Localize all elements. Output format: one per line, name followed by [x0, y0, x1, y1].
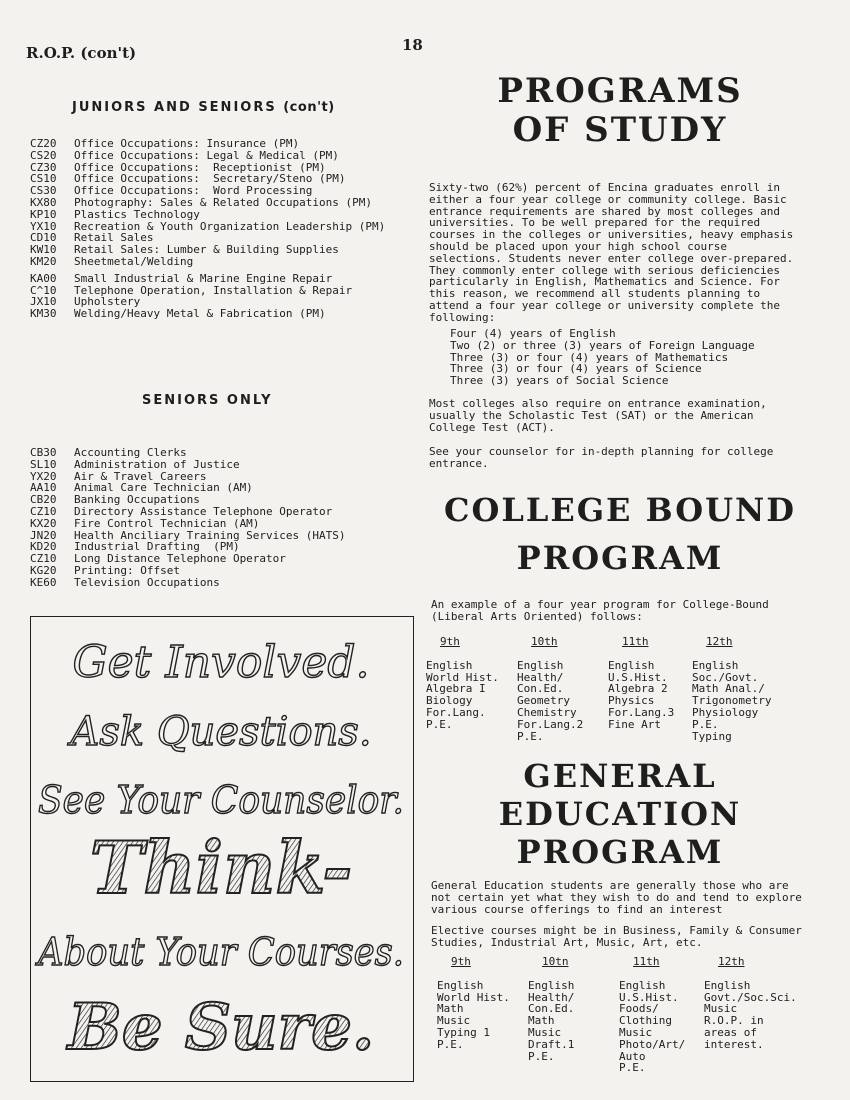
course-code: JN20	[30, 528, 57, 542]
course-code: KG20	[30, 563, 57, 577]
juniors-seniors-heading	[72, 100, 335, 115]
grade-course: R.O.P. in	[704, 1014, 764, 1028]
course-name: Sheetmetal/Welding	[74, 254, 194, 268]
requirements-list	[428, 328, 822, 387]
grade-course: Music	[528, 1025, 562, 1039]
course-code: KM20	[30, 254, 57, 268]
requirement-item: Three (3) or four (4) years of Science	[450, 362, 702, 376]
grade-course: Math Anal./	[692, 682, 765, 696]
course-name: Banking Occupations	[74, 493, 200, 507]
grade-course: Fine Art	[608, 717, 661, 731]
course-code: KP10	[30, 207, 57, 221]
grade-course: Auto	[619, 1049, 646, 1063]
course-row	[30, 197, 385, 209]
course-name: Photography: Sales & Related Occupations (PM)	[74, 195, 373, 209]
course-name: Printing: Offset	[74, 563, 180, 577]
course-code: CS30	[30, 184, 57, 198]
course-name: Fire Control Technician (AM)	[74, 516, 260, 530]
requirement-item: Two (2) or three (3) years of Foreign Language	[450, 338, 755, 352]
course-code: KX20	[30, 516, 57, 530]
course-name: Television Occupations	[74, 575, 220, 589]
grade-course: English	[517, 658, 564, 672]
grade-course: Foods/	[619, 1002, 659, 1016]
programs-heading	[440, 72, 800, 150]
general-ed-heading	[430, 757, 810, 871]
grade-heading: 12th	[718, 955, 745, 968]
counselor-poster	[30, 616, 414, 1082]
grade-course: English	[692, 658, 739, 672]
college-bound-intro: An example of a four year program for College-Bound (Liberal Arts Oriented) follows:	[431, 598, 769, 623]
course-code: C^10	[30, 283, 57, 297]
grade-column	[517, 636, 583, 742]
course-code: KE60	[30, 575, 57, 589]
poster-lettering	[31, 617, 411, 1079]
course-row	[30, 565, 346, 577]
course-code: KM30	[30, 307, 57, 321]
poster-line-be-sure: Be Sure.	[67, 990, 375, 1065]
course-code: JX10	[30, 295, 57, 309]
grade-course: P.E.	[437, 1037, 464, 1051]
grade-course: For.Lang.	[426, 705, 486, 719]
grade-course: Typing 1	[437, 1025, 490, 1039]
grade-course: Photo/Art/	[619, 1037, 686, 1051]
poster-line-see-counselor: See Your Counselor.	[38, 778, 404, 822]
grade-column	[437, 956, 510, 1051]
programs-intro: Sixty-two (62%) percent of Encina graduates enroll in either a four year college or community college. Basic entrance requirements are shared by most colleges and universities. To be well prepared for the required courses in the colleges or universities, heavy emphasis should be placed upon your high school course selections. Students never enter college over-prepared. They commonly enter college with serious deficiencies particularly in English, Mathematics and Science. For this reason, we recommend all students planning to attend a four year college or university complete the following:	[429, 181, 794, 324]
course-code: KD20	[30, 540, 57, 554]
grade-heading: 11th	[622, 635, 649, 648]
grade-course: Music	[437, 1014, 471, 1028]
grade-column	[608, 636, 674, 731]
course-name: Small Industrial & Marine Engine Repair	[74, 271, 333, 285]
grade-course: Health/	[528, 990, 575, 1004]
course-code: SL10	[30, 457, 57, 471]
grade-course: P.E.	[528, 1049, 555, 1063]
grade-course: areas of	[704, 1025, 757, 1039]
course-code: CZ10	[30, 552, 57, 566]
course-name: Long Distance Telephone Operator	[74, 552, 286, 566]
page-number: 18	[402, 36, 423, 54]
course-name: Air & Travel Careers	[74, 469, 207, 483]
grade-course: P.E.	[619, 1061, 646, 1075]
course-name: Telephone Operation, Installation & Repair	[74, 283, 353, 297]
grade-course: For.Lang.3	[608, 705, 675, 719]
grade-course: P.E.	[517, 729, 544, 743]
grade-heading: 10th	[531, 635, 558, 648]
bleed-through-text	[360, 52, 379, 103]
grade-heading: 9th	[440, 635, 460, 648]
course-name: Upholstery	[74, 295, 141, 309]
poster-line-think: Think-	[89, 825, 353, 910]
poster-line-about-courses: About Your Courses.	[35, 930, 404, 974]
course-code: CS10	[30, 172, 57, 186]
course-name: Retail Sales: Lumber & Building Supplies	[74, 243, 339, 257]
grade-heading: 12th	[706, 635, 733, 648]
course-code: KW10	[30, 243, 57, 257]
course-code: CB20	[30, 493, 57, 507]
grade-heading: 10tn	[542, 955, 569, 968]
course-code: YX10	[30, 219, 57, 233]
course-row	[30, 308, 385, 320]
grade-course: For.Lang.2	[517, 717, 584, 731]
course-row	[30, 256, 385, 268]
course-name: Administration of Justice	[74, 457, 240, 471]
course-name: Plastics Technology	[74, 207, 200, 221]
grade-column	[528, 956, 574, 1062]
course-name: Office Occupations: Legal & Medical (PM)	[74, 148, 339, 162]
course-code: CS20	[30, 148, 57, 162]
course-name: Health Anciliary Training Services (HATS)	[74, 528, 346, 542]
general-ed-grid	[436, 956, 836, 1076]
grade-column	[426, 636, 499, 731]
course-name: Directory Assistance Telephone Operator	[74, 504, 333, 518]
requirement-item: Four (4) years of English	[450, 327, 616, 340]
grade-heading: 11th	[633, 955, 660, 968]
college-bound-title-line2: PROGRAM	[516, 539, 724, 577]
college-bound-grid	[424, 636, 824, 746]
requirement-item: Three (3) years of Social Science	[450, 374, 669, 388]
grade-course: World Hist.	[426, 670, 499, 684]
grade-course: English	[528, 978, 575, 992]
section-label: R.O.P. (con't)	[26, 44, 137, 62]
grade-column	[692, 636, 771, 742]
grade-heading: 9th	[451, 955, 471, 968]
grade-course: Geometry	[517, 694, 570, 708]
course-code: AA10	[30, 481, 57, 495]
course-name: Office Occupations: Insurance (PM)	[74, 137, 300, 150]
grade-course: English	[437, 978, 484, 992]
juniors-seniors-title: JUNIORS AND SENIORS	[72, 100, 277, 115]
grade-course: English	[608, 658, 655, 672]
grade-course: Biology	[426, 694, 473, 708]
course-name: Welding/Heavy Metal & Fabrication (PM)	[74, 307, 326, 321]
grade-course: Trigonometry	[692, 694, 772, 708]
seniors-only-title: SENIORS ONLY	[142, 393, 273, 408]
course-code: CZ20	[30, 137, 57, 150]
course-code: CZ10	[30, 504, 57, 518]
grade-course: Music	[704, 1002, 738, 1016]
course-row	[30, 209, 385, 221]
course-row	[30, 150, 385, 162]
grade-course: Govt./Soc.Sci.	[704, 990, 797, 1004]
college-bound-heading	[430, 490, 810, 586]
course-name: Accounting Clerks	[74, 446, 187, 459]
course-row	[30, 506, 346, 518]
course-name: Office Occupations: Word Processing	[74, 184, 313, 198]
course-row	[30, 273, 385, 285]
juniors-seniors-course-list	[30, 138, 385, 320]
grade-course: U.S.Hist.	[608, 670, 668, 684]
grade-course: P.E.	[692, 717, 719, 731]
course-row	[30, 459, 346, 471]
grade-course: Music	[619, 1025, 653, 1039]
seniors-only-course-list	[30, 447, 346, 589]
grade-course: World Hist.	[437, 990, 510, 1004]
grade-course: Health/	[517, 670, 564, 684]
grade-course: Algebra 2	[608, 682, 668, 696]
grade-course: English	[619, 978, 666, 992]
poster-line-ask-questions: Ask Questions.	[70, 709, 372, 755]
grade-course: interest.	[704, 1037, 764, 1051]
grade-course: Draft.1	[528, 1037, 575, 1051]
grade-column	[619, 956, 685, 1074]
course-name: Animal Care Technician (AM)	[74, 481, 253, 495]
programs-title-line1: PROGRAMS	[497, 71, 743, 111]
grade-course: Physiology	[692, 705, 759, 719]
course-name: Industrial Drafting (PM)	[74, 540, 240, 554]
grade-course: Algebra I	[426, 682, 486, 696]
grade-course: Chemistry	[517, 705, 577, 719]
requirement-item: Three (3) or four (4) years of Mathematics	[450, 350, 729, 364]
course-name: Retail Sales	[74, 231, 154, 245]
juniors-seniors-title-suffix: (con't)	[283, 100, 335, 115]
course-code: YX20	[30, 469, 57, 483]
course-name: Office Occupations: Secretary/Steno (PM)	[74, 172, 346, 186]
grade-course: English	[426, 658, 473, 672]
college-bound-title-line1: COLLEGE BOUND	[443, 491, 796, 529]
general-ed-title-line1: GENERAL	[523, 757, 717, 795]
course-code: KA00	[30, 271, 57, 285]
poster-line-get-involved: Get Involved.	[72, 637, 370, 688]
course-name: Office Occupations: Receptionist (PM)	[74, 160, 326, 174]
grade-course: Math	[528, 1014, 555, 1028]
general-ed-electives: Elective courses might be in Business, Family & Consumer Studies, Industrial Art, Music, Art, etc.	[431, 924, 802, 949]
course-code: CD10	[30, 231, 57, 245]
course-row	[30, 577, 346, 589]
course-code: CZ30	[30, 160, 57, 174]
counselor-text: See your counselor for in-depth planning for college entrance.	[429, 445, 774, 470]
exam-text: Most colleges also require on entrance examination, usually the Scholastic Test (SAT) or the American College Test (ACT).	[429, 397, 767, 434]
course-code: KX80	[30, 195, 57, 209]
grade-course: Physics	[608, 694, 655, 708]
general-ed-title-line3: PROGRAM	[516, 833, 724, 871]
grade-course: P.E.	[426, 717, 453, 731]
grade-column	[704, 956, 797, 1051]
grade-course: Soc./Govt.	[692, 670, 759, 684]
programs-title-line2: OF STUDY	[512, 110, 728, 150]
grade-course: Clothing	[619, 1014, 672, 1028]
grade-course: Con.Ed.	[517, 682, 564, 696]
grade-course: Con.Ed.	[528, 1002, 575, 1016]
grade-course: U.S.Hist.	[619, 990, 679, 1004]
general-ed-title-line2: EDUCATION	[498, 795, 742, 833]
general-ed-intro: General Education students are generally those who are not certain yet what they wish to do and tend to explore various course offerings to find an interest	[431, 879, 802, 916]
grade-course: Typing	[692, 729, 732, 743]
course-code: CB30	[30, 446, 57, 459]
course-name: Recreation & Youth Organization Leadership (PM)	[74, 219, 386, 233]
grade-course: English	[704, 978, 751, 992]
course-row	[30, 518, 346, 530]
grade-course: Math	[437, 1002, 464, 1016]
